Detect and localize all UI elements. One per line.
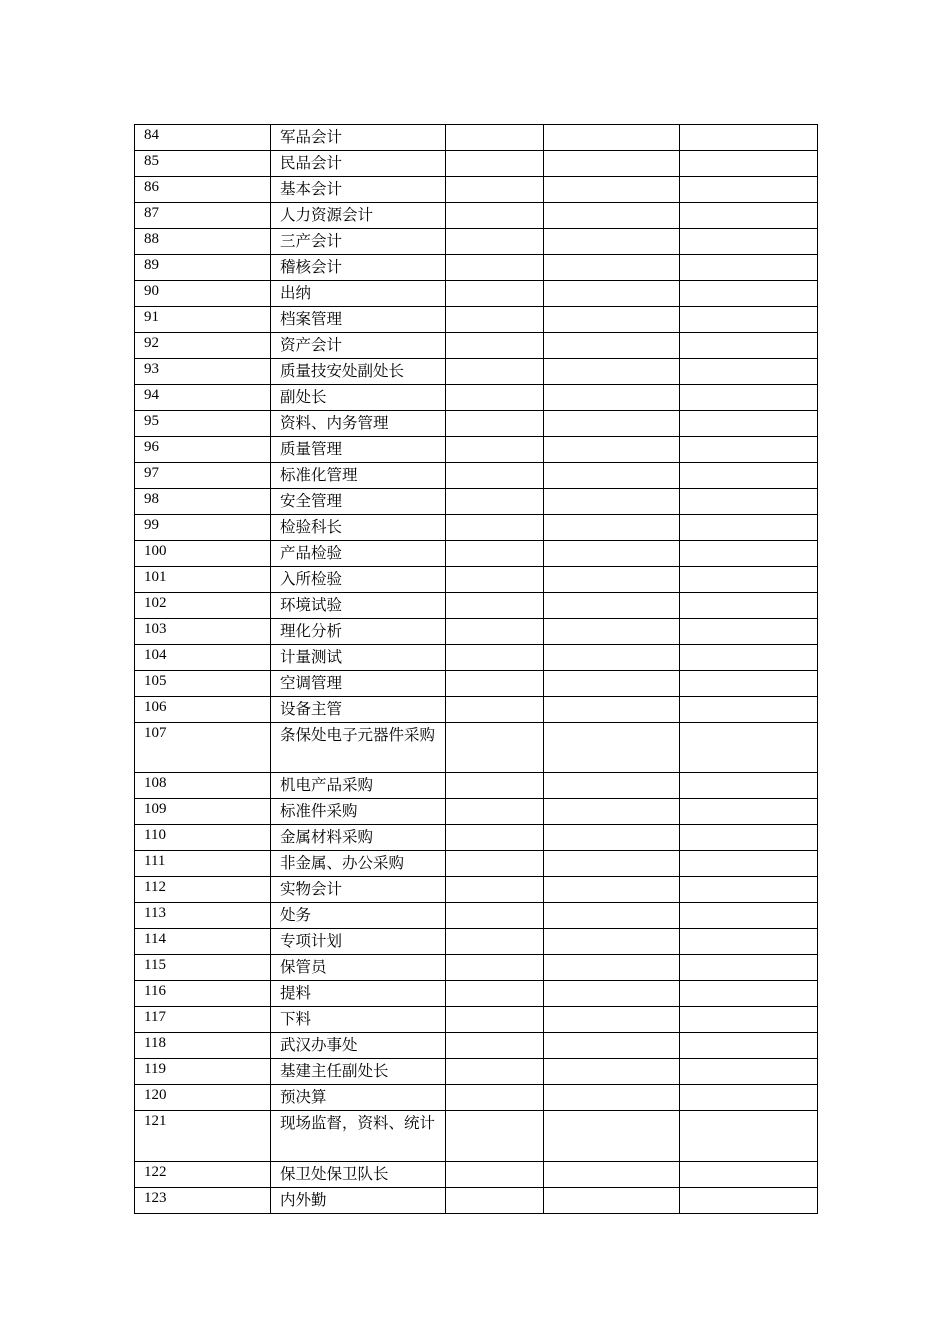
table-row — [135, 903, 818, 929]
table-row — [135, 1187, 818, 1213]
empty-cell — [544, 463, 680, 489]
empty-cell — [544, 437, 680, 463]
table-row — [135, 593, 818, 619]
empty-cell — [446, 593, 544, 619]
empty-cell — [680, 903, 818, 929]
row-number-cell: 89 — [135, 255, 271, 281]
empty-cell — [446, 981, 544, 1007]
row-number-cell: 86 — [135, 177, 271, 203]
position-name-cell: 条保处电子元器件采购 — [271, 723, 446, 773]
row-number-cell: 103 — [135, 619, 271, 645]
empty-cell — [680, 929, 818, 955]
table-row — [135, 929, 818, 955]
empty-cell — [446, 1085, 544, 1111]
table-row — [135, 489, 818, 515]
empty-cell — [544, 411, 680, 437]
empty-cell — [446, 1187, 544, 1213]
position-name-cell: 军品会计 — [271, 125, 446, 151]
empty-cell — [544, 1059, 680, 1085]
empty-cell — [680, 359, 818, 385]
row-number-cell: 104 — [135, 645, 271, 671]
table-row — [135, 1111, 818, 1161]
table-row — [135, 333, 818, 359]
row-number-cell: 102 — [135, 593, 271, 619]
empty-cell — [446, 877, 544, 903]
position-name-cell: 标准件采购 — [271, 799, 446, 825]
table-row — [135, 723, 818, 773]
empty-cell — [680, 515, 818, 541]
empty-cell — [680, 645, 818, 671]
empty-cell — [544, 1187, 680, 1213]
empty-cell — [680, 851, 818, 877]
table-row — [135, 151, 818, 177]
row-number-cell: 121 — [135, 1111, 271, 1161]
position-name-cell: 实物会计 — [271, 877, 446, 903]
empty-cell — [544, 671, 680, 697]
empty-cell — [680, 799, 818, 825]
table-row — [135, 359, 818, 385]
table-row — [135, 877, 818, 903]
position-name-cell: 武汉办事处 — [271, 1033, 446, 1059]
empty-cell — [680, 1111, 818, 1161]
empty-cell — [446, 489, 544, 515]
empty-cell — [446, 645, 544, 671]
table-row — [135, 203, 818, 229]
position-name-cell: 副处长 — [271, 385, 446, 411]
empty-cell — [680, 1161, 818, 1187]
position-name-cell: 基建主任副处长 — [271, 1059, 446, 1085]
table-row — [135, 1085, 818, 1111]
empty-cell — [680, 723, 818, 773]
empty-cell — [680, 877, 818, 903]
empty-cell — [680, 307, 818, 333]
empty-cell — [446, 385, 544, 411]
empty-cell — [680, 437, 818, 463]
position-name-cell: 出纳 — [271, 281, 446, 307]
table-row — [135, 437, 818, 463]
empty-cell — [680, 773, 818, 799]
position-name-cell: 非金属、办公采购 — [271, 851, 446, 877]
position-name-cell: 民品会计 — [271, 151, 446, 177]
row-number-cell: 109 — [135, 799, 271, 825]
position-name-cell: 下料 — [271, 1007, 446, 1033]
row-number-cell: 97 — [135, 463, 271, 489]
empty-cell — [544, 981, 680, 1007]
row-number-cell: 113 — [135, 903, 271, 929]
empty-cell — [544, 619, 680, 645]
empty-cell — [446, 1033, 544, 1059]
position-name-cell: 资产会计 — [271, 333, 446, 359]
position-name-cell: 处务 — [271, 903, 446, 929]
table-row — [135, 1033, 818, 1059]
empty-cell — [680, 593, 818, 619]
empty-cell — [446, 463, 544, 489]
empty-cell — [544, 697, 680, 723]
empty-cell — [544, 903, 680, 929]
position-table — [134, 124, 818, 1214]
empty-cell — [680, 981, 818, 1007]
empty-cell — [544, 1111, 680, 1161]
empty-cell — [544, 877, 680, 903]
position-name-cell: 预决算 — [271, 1085, 446, 1111]
row-number-cell: 108 — [135, 773, 271, 799]
row-number-cell: 123 — [135, 1187, 271, 1213]
empty-cell — [544, 851, 680, 877]
empty-cell — [446, 125, 544, 151]
row-number-cell: 116 — [135, 981, 271, 1007]
position-name-cell: 提料 — [271, 981, 446, 1007]
position-name-cell: 标准化管理 — [271, 463, 446, 489]
empty-cell — [446, 799, 544, 825]
position-name-cell: 空调管理 — [271, 671, 446, 697]
empty-cell — [680, 385, 818, 411]
position-name-cell: 内外勤 — [271, 1187, 446, 1213]
empty-cell — [680, 411, 818, 437]
empty-cell — [446, 203, 544, 229]
empty-cell — [544, 929, 680, 955]
empty-cell — [680, 567, 818, 593]
empty-cell — [446, 929, 544, 955]
position-name-cell: 现场监督，资料、统计 — [271, 1111, 446, 1161]
empty-cell — [680, 281, 818, 307]
row-number-cell: 107 — [135, 723, 271, 773]
table-row — [135, 1161, 818, 1187]
empty-cell — [544, 255, 680, 281]
empty-cell — [680, 489, 818, 515]
empty-cell — [680, 333, 818, 359]
position-name-cell: 金属材料采购 — [271, 825, 446, 851]
empty-cell — [446, 229, 544, 255]
empty-cell — [544, 333, 680, 359]
row-number-cell: 98 — [135, 489, 271, 515]
position-name-cell: 安全管理 — [271, 489, 446, 515]
position-name-cell: 环境试验 — [271, 593, 446, 619]
row-number-cell: 111 — [135, 851, 271, 877]
table-row — [135, 411, 818, 437]
row-number-cell: 93 — [135, 359, 271, 385]
table-row — [135, 1059, 818, 1085]
empty-cell — [544, 799, 680, 825]
empty-cell — [446, 619, 544, 645]
empty-cell — [446, 515, 544, 541]
empty-cell — [446, 697, 544, 723]
empty-cell — [680, 177, 818, 203]
empty-cell — [446, 955, 544, 981]
empty-cell — [680, 1059, 818, 1085]
table-row — [135, 307, 818, 333]
empty-cell — [446, 281, 544, 307]
table-row — [135, 385, 818, 411]
empty-cell — [680, 697, 818, 723]
table-row — [135, 255, 818, 281]
empty-cell — [446, 151, 544, 177]
table-row — [135, 177, 818, 203]
empty-cell — [446, 851, 544, 877]
empty-cell — [680, 1033, 818, 1059]
position-name-cell: 产品检验 — [271, 541, 446, 567]
empty-cell — [446, 1161, 544, 1187]
row-number-cell: 110 — [135, 825, 271, 851]
empty-cell — [544, 229, 680, 255]
table-row — [135, 773, 818, 799]
empty-cell — [544, 1161, 680, 1187]
position-name-cell: 人力资源会计 — [271, 203, 446, 229]
empty-cell — [544, 1007, 680, 1033]
position-name-cell: 保管员 — [271, 955, 446, 981]
position-name-cell: 检验科长 — [271, 515, 446, 541]
empty-cell — [544, 151, 680, 177]
position-name-cell: 计量测试 — [271, 645, 446, 671]
row-number-cell: 112 — [135, 877, 271, 903]
position-name-cell: 理化分析 — [271, 619, 446, 645]
empty-cell — [544, 723, 680, 773]
empty-cell — [446, 1007, 544, 1033]
row-number-cell: 106 — [135, 697, 271, 723]
empty-cell — [680, 1085, 818, 1111]
empty-cell — [680, 125, 818, 151]
empty-cell — [680, 955, 818, 981]
row-number-cell: 92 — [135, 333, 271, 359]
empty-cell — [544, 125, 680, 151]
empty-cell — [544, 567, 680, 593]
empty-cell — [446, 177, 544, 203]
empty-cell — [446, 567, 544, 593]
position-name-cell: 资料、内务管理 — [271, 411, 446, 437]
table-row — [135, 697, 818, 723]
table-row — [135, 619, 818, 645]
empty-cell — [544, 1085, 680, 1111]
empty-cell — [446, 903, 544, 929]
position-name-cell: 设备主管 — [271, 697, 446, 723]
row-number-cell: 105 — [135, 671, 271, 697]
row-number-cell: 117 — [135, 1007, 271, 1033]
row-number-cell: 90 — [135, 281, 271, 307]
empty-cell — [446, 1111, 544, 1161]
row-number-cell: 101 — [135, 567, 271, 593]
row-number-cell: 96 — [135, 437, 271, 463]
table-row — [135, 125, 818, 151]
row-number-cell: 100 — [135, 541, 271, 567]
empty-cell — [544, 177, 680, 203]
table-row — [135, 955, 818, 981]
empty-cell — [446, 541, 544, 567]
row-number-cell: 114 — [135, 929, 271, 955]
table-row — [135, 463, 818, 489]
empty-cell — [544, 515, 680, 541]
table-row — [135, 671, 818, 697]
table-row — [135, 851, 818, 877]
empty-cell — [680, 619, 818, 645]
empty-cell — [446, 773, 544, 799]
empty-cell — [680, 825, 818, 851]
row-number-cell: 95 — [135, 411, 271, 437]
table-row — [135, 799, 818, 825]
empty-cell — [446, 825, 544, 851]
empty-cell — [544, 1033, 680, 1059]
table-row — [135, 645, 818, 671]
empty-cell — [680, 151, 818, 177]
empty-cell — [446, 723, 544, 773]
empty-cell — [680, 541, 818, 567]
empty-cell — [446, 307, 544, 333]
table-row — [135, 1007, 818, 1033]
empty-cell — [544, 541, 680, 567]
table-body — [135, 125, 818, 1214]
position-name-cell: 基本会计 — [271, 177, 446, 203]
table-row — [135, 229, 818, 255]
table-row — [135, 825, 818, 851]
empty-cell — [680, 671, 818, 697]
position-name-cell: 三产会计 — [271, 229, 446, 255]
empty-cell — [680, 203, 818, 229]
row-number-cell: 87 — [135, 203, 271, 229]
empty-cell — [544, 645, 680, 671]
empty-cell — [446, 671, 544, 697]
row-number-cell: 122 — [135, 1161, 271, 1187]
row-number-cell: 91 — [135, 307, 271, 333]
table-row — [135, 541, 818, 567]
row-number-cell: 84 — [135, 125, 271, 151]
position-name-cell: 入所检验 — [271, 567, 446, 593]
row-number-cell: 94 — [135, 385, 271, 411]
empty-cell — [680, 1187, 818, 1213]
empty-cell — [680, 255, 818, 281]
position-name-cell: 专项计划 — [271, 929, 446, 955]
empty-cell — [544, 955, 680, 981]
empty-cell — [544, 203, 680, 229]
empty-cell — [544, 825, 680, 851]
row-number-cell: 118 — [135, 1033, 271, 1059]
empty-cell — [544, 489, 680, 515]
empty-cell — [544, 359, 680, 385]
row-number-cell: 120 — [135, 1085, 271, 1111]
empty-cell — [446, 437, 544, 463]
empty-cell — [446, 1059, 544, 1085]
empty-cell — [544, 593, 680, 619]
row-number-cell: 115 — [135, 955, 271, 981]
table-row — [135, 567, 818, 593]
empty-cell — [544, 281, 680, 307]
empty-cell — [446, 411, 544, 437]
empty-cell — [544, 773, 680, 799]
empty-cell — [446, 359, 544, 385]
table-row — [135, 281, 818, 307]
row-number-cell: 99 — [135, 515, 271, 541]
position-name-cell: 机电产品采购 — [271, 773, 446, 799]
empty-cell — [680, 463, 818, 489]
empty-cell — [544, 385, 680, 411]
position-name-cell: 质量管理 — [271, 437, 446, 463]
row-number-cell: 119 — [135, 1059, 271, 1085]
row-number-cell: 88 — [135, 229, 271, 255]
empty-cell — [680, 229, 818, 255]
position-name-cell: 档案管理 — [271, 307, 446, 333]
row-number-cell: 85 — [135, 151, 271, 177]
table-row — [135, 981, 818, 1007]
empty-cell — [680, 1007, 818, 1033]
empty-cell — [446, 255, 544, 281]
empty-cell — [544, 307, 680, 333]
table-row — [135, 515, 818, 541]
empty-cell — [446, 333, 544, 359]
position-name-cell: 保卫处保卫队长 — [271, 1161, 446, 1187]
position-name-cell: 稽核会计 — [271, 255, 446, 281]
position-name-cell: 质量技安处副处长 — [271, 359, 446, 385]
